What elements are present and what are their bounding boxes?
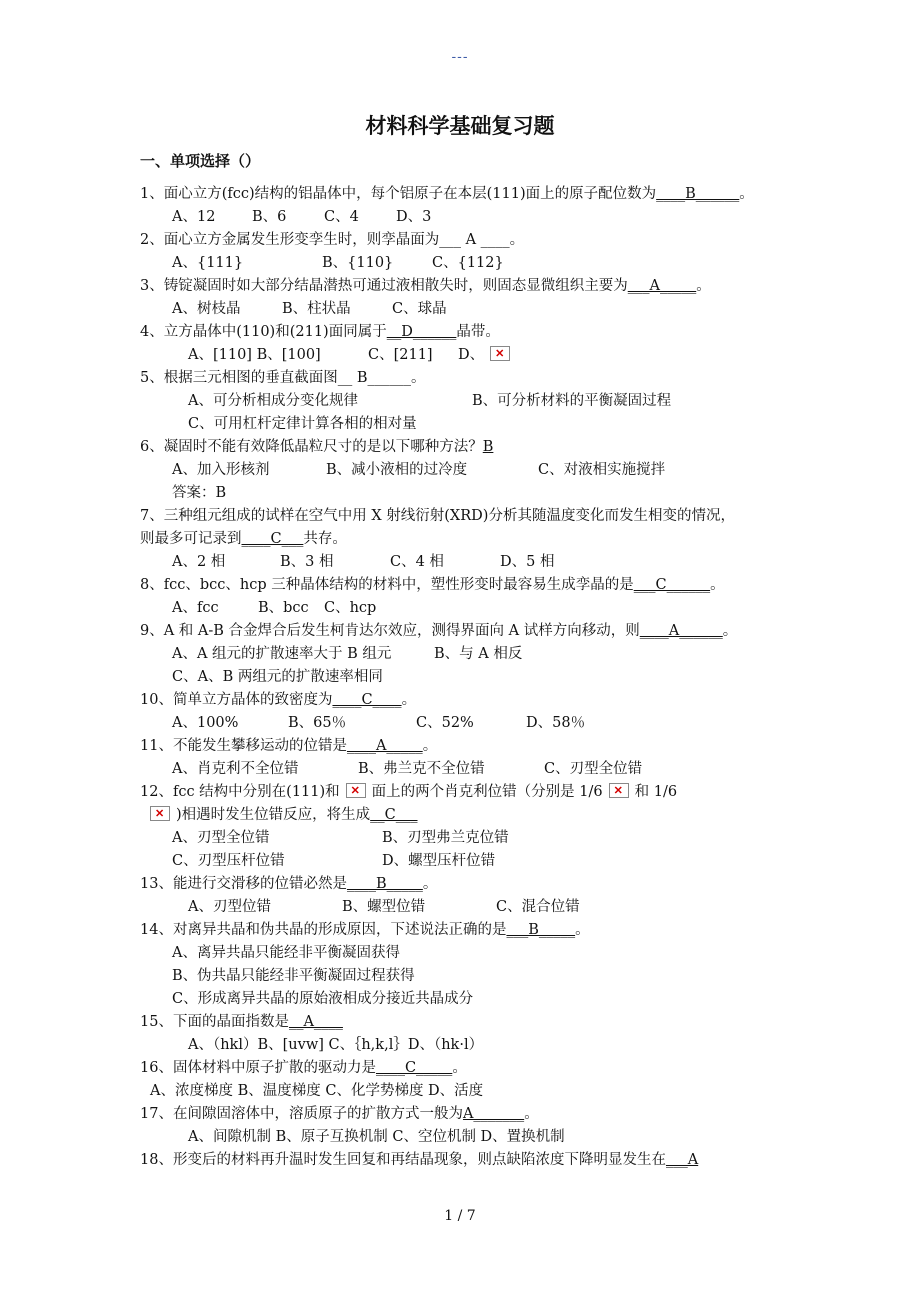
question-text: 15、下面的晶面指数是 [140,1014,289,1030]
answer-blank: ____B_____ [346,876,423,892]
option-b: B、减小液相的过冷度 [326,462,468,478]
answer-blank: ____B______ [656,186,740,202]
answer-blank: ____C_____ [375,1060,453,1076]
question-text-end: 晶带。 [456,324,500,340]
options: A、浓度梯度 B、温度梯度 C、化学势梯度 D、活度 [150,1083,484,1099]
question-18 [140,1149,800,1172]
question-text: 14、对离异共晶和伪共晶的形成原因，下述说法正确的是 [140,922,507,938]
options [140,666,800,689]
options [140,344,800,367]
question-1 [140,183,800,206]
option-b: B、弗兰克不全位错 [358,761,485,777]
option-c: C、混合位错 [496,899,580,915]
question-12 [140,781,800,804]
question-16 [140,1057,800,1080]
question-text-end: 。 [575,922,590,938]
question-text: 13、能进行交滑移的位错必然是 [140,876,347,892]
option-a: A、100% [172,715,239,731]
section-heading: 一、单项选择（） [140,152,261,170]
question-text: 面上的两个肖克利位错（分别是 1/6 [371,784,603,800]
options [140,597,800,620]
options [140,712,800,735]
option-c: C、4 相 [390,554,444,570]
question-text-end: 。 [422,738,438,754]
page-number: 1 / 7 [444,1208,476,1224]
options [140,459,800,482]
question-3 [140,275,800,298]
question-text: 17、在间隙固溶体中，溶质原子的扩散方式一般为 [140,1106,463,1122]
options [140,643,800,666]
question-6 [140,436,800,459]
question-7 [140,505,800,528]
question-text: 12、fcc 结构中分别在(111)和 [140,784,340,800]
option-c: C、A、B 两组元的扩散速率相同 [172,669,383,685]
option-a: A、刃型全位错 [172,830,270,846]
question-text: 7、三种组元组成的试样在空气中用 X 射线衍射(XRD)分析其随温度变化而发生相变的情况， [140,508,735,524]
broken-image-icon [609,783,629,798]
question-8 [140,574,800,597]
question-text-end: 。 [452,1060,467,1076]
question-text-end: 。 [710,577,725,593]
question-text: 8、fcc、bcc、hcp 三种晶体结构的材料中，塑性形变时最容易生成孪晶的是 [140,577,634,593]
options: A、间隙机制 B、原子互换机制 C、空位机制 D、置换机制 [188,1129,565,1145]
answer-blank: B [482,439,494,455]
option-b: B、3 相 [280,554,334,570]
option-c: C、刃型压杆位错 [172,853,285,869]
answer-blank: __D______ [386,324,457,340]
answer-blank: __C___ [370,807,418,823]
options [140,252,800,275]
question-12-cont [140,804,800,827]
options [140,827,800,850]
question-text: 10、简单立方晶体的致密度为 [140,692,333,708]
question-4 [140,321,800,344]
answer-blank: ___C______ [633,577,711,593]
answer-blank: __A____ [288,1014,343,1030]
question-text-end: 。 [739,186,754,202]
option-a: A、2 相 [172,554,226,570]
broken-image-icon [490,346,510,361]
option-b: B、可分析材料的平衡凝固过程 [472,393,672,409]
question-text-end: 。 [696,278,711,294]
option-d: D、螺型压杆位错 [382,853,496,869]
option-b: B、与 A 相反 [434,646,523,662]
question-text: 11、不能发生攀移运动的位错是 [140,738,347,754]
option-c: C、{112} [432,255,504,271]
answer-blank: ____C____ [332,692,402,708]
question-13 [140,873,800,896]
question-17 [140,1103,800,1126]
option-b: B、6 [252,209,287,225]
answer-blank: ___A_____ [627,278,697,294]
option-d: D、58％ [526,715,586,731]
answer-blank: ____A______ [639,623,723,639]
option-d: D、5 相 [500,554,555,570]
question-11 [140,735,800,758]
question-10 [140,689,800,712]
options [140,413,800,436]
option-a: A、{111} [172,255,244,271]
option-b: B、刃型弗兰克位错 [382,830,509,846]
answer-blank: ___A [665,1152,699,1168]
option-d: D、 [458,347,485,363]
option-a: A、离异共晶只能经非平衡凝固获得 [172,945,400,961]
question-text: 3、铸锭凝固时如大部分结晶潜热可通过液相散失时，则固态显微组织主要为 [140,278,628,294]
answer-blank: A_______ [462,1106,525,1122]
option-d: D、3 [396,209,432,225]
question-text-end: 共存。 [303,531,347,547]
answer-blank: ____A_____ [346,738,423,754]
question-9 [140,620,800,643]
option-c: C、形成离异共晶的原始液相成分接近共晶成分 [172,991,474,1007]
options [140,758,800,781]
question-text: 2、面心立方金属发生形变孪生时，则孪晶面为___ A ____。 [140,232,525,248]
question-15 [140,1011,800,1034]
option-c: C、可用杠杆定律计算各相的相对量 [188,416,417,432]
option-c: C、hcp [324,600,377,616]
option-a: A、A 组元的扩散速率大于 B 组元 [172,646,392,662]
option-b: B、{110} [322,255,394,271]
broken-image-icon [150,806,170,821]
option-b: B、螺型位错 [342,899,426,915]
question-text-end: 。 [401,692,417,708]
broken-image-icon [346,783,366,798]
question-text: 1、面心立方(fcc)结构的铝晶体中，每个铝原子在本层(111)面上的原子配位数为 [140,186,657,202]
options [140,390,800,413]
options [140,551,800,574]
option-b: B、bcc [258,600,309,616]
option-b: B、65％ [288,715,347,731]
option-a: A、肖克利不全位错 [172,761,299,777]
option-a: A、可分析相成分变化规律 [188,393,358,409]
question-text: 16、固体材料中原子扩散的驱动力是 [140,1060,376,1076]
question-text-end: 。 [524,1106,539,1122]
question-list [140,183,800,1172]
document-title: 材料科学基础复习题 [365,114,555,138]
option-b: B、柱状晶 [282,301,351,317]
question-text: 18、形变后的材料再升温时发生回复和再结晶现象，则点缺陷浓度下降明显发生在 [140,1152,666,1168]
question-text: 和 1/6 [634,784,678,800]
option-a: A、树枝晶 [172,301,241,317]
options [140,206,800,229]
question-text: 5、根据三元相图的垂直截面图__ B______。 [140,370,426,386]
question-text-end: 。 [722,623,738,639]
options [140,850,800,873]
option-a: A、刃型位错 [188,899,271,915]
page-header: --- [451,50,469,65]
answer-note: 答案：B [172,485,227,501]
question-text: )相遇时发生位错反应，将生成 [176,807,371,823]
question-5 [140,367,800,390]
option-c: C、4 [324,209,359,225]
answer-blank: ___B_____ [506,922,576,938]
question-text-end: 。 [422,876,438,892]
option-c: C、刃型全位错 [544,761,643,777]
options [140,298,800,321]
option-c: C、52% [416,715,474,731]
question-text: 6、凝固时不能有效降低晶粒尺寸的是以下哪种方法？ [140,439,483,455]
option-c: C、对液相实施搅拌 [538,462,666,478]
option-c: C、球晶 [392,301,447,317]
answer-blank: ____C___ [241,531,304,547]
question-2 [140,229,800,252]
option-c: C、[211] [368,347,433,363]
option-a-b: A、[110] B、[100] [188,347,321,363]
question-text: 9、A 和 A-B 合金焊合后发生柯肯达尔效应，测得界面向 A 试样方向移动，则 [140,623,640,639]
options [140,896,800,919]
question-text: 4、立方晶体中(110)和(211)面同属于 [140,324,387,340]
question-7-cont [140,528,800,551]
option-a: A、加入形核剂 [172,462,270,478]
question-text: 则最多可记录到 [140,531,242,547]
option-a: A、fcc [172,600,219,616]
option-a: A、12 [172,209,216,225]
option-b: B、伪共晶只能经非平衡凝固过程获得 [172,968,415,984]
question-14 [140,919,800,942]
options: A、（hkl）B、[uvw] C、｛h,k,l｝D、（hk·l） [188,1037,484,1053]
